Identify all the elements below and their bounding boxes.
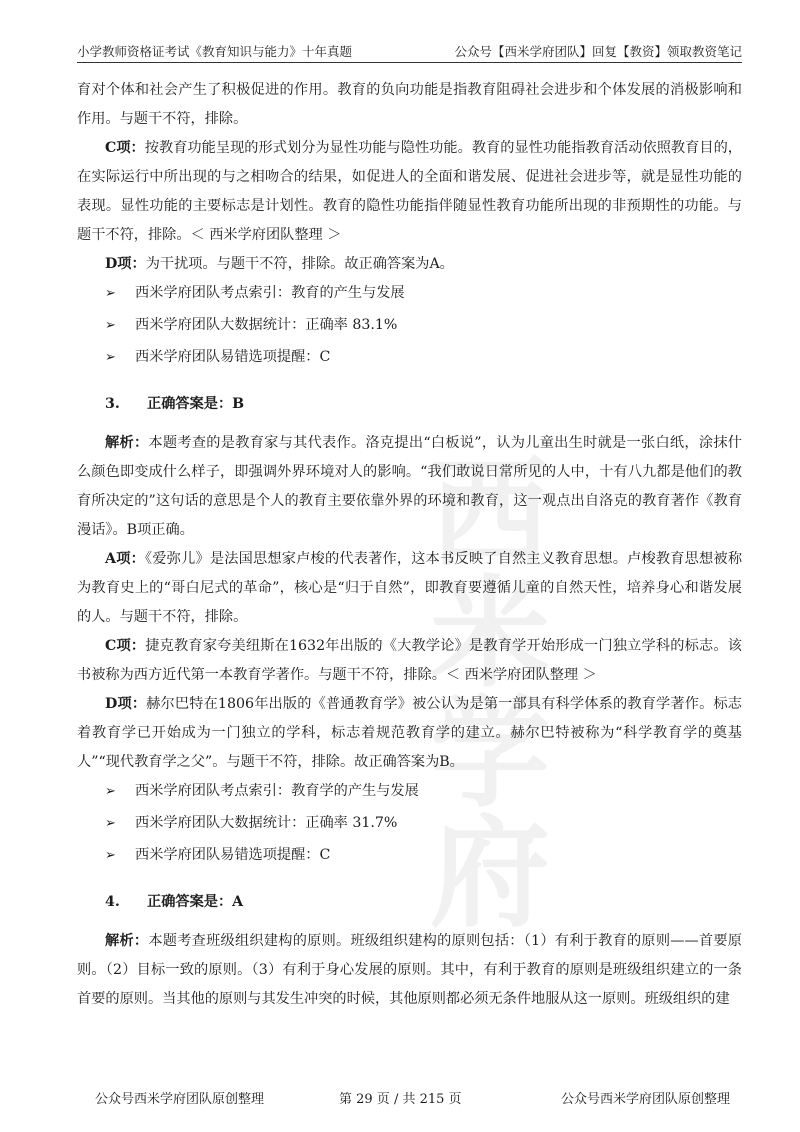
- header-title: 小学教师资格证考试《教育知识与能力》十年真题: [77, 44, 353, 59]
- page-content: [77, 76, 742, 1014]
- arrow-bullet-icon: ➢: [105, 350, 116, 365]
- page-header: [77, 40, 742, 63]
- option-d-analysis: D项：为干扰项。与题干不符，排除。故正确答案为A。: [105, 256, 454, 272]
- paragraph: 育对个体和社会产生了积极促进的作用。教育的负向功能是指教育阻碍社会进步和个体发展的消极影响和作用。与题干不符，排除。: [77, 82, 742, 127]
- arrow-bullet-icon: ➢: [105, 816, 116, 831]
- option-a-analysis: A项：《爱弥儿》是法国思想家卢梭的代表著作，这本书反映了自然主义教育思想。卢梭教育思想被称为教育史上的“哥白尼式的革命”，核心是“归于自然”，即教育要遵循儿童的自然天性，培养身心和谐发展的人。与题干不符，排除。: [77, 551, 743, 625]
- list-item: ➢ 西米学府团队易错选项提醒：C: [105, 841, 742, 870]
- option-label: D项：: [105, 696, 147, 712]
- question-answer-heading: 4. 正确答案是：A: [105, 894, 244, 910]
- option-label: A项：: [105, 551, 145, 567]
- page-footer: [77, 1088, 742, 1108]
- arrow-bullet-icon: ➢: [105, 784, 116, 799]
- analysis-label: 解析：: [105, 933, 149, 949]
- page-number: 第 29 页 / 共 215 页: [339, 1092, 462, 1107]
- option-label: C项：: [105, 140, 145, 156]
- list-item: ➢ 西米学府团队考点索引：教育学的产生与发展: [105, 777, 742, 806]
- option-c-analysis: C项：捷克教育家夸美纽斯在1632年出版的《大教学论》是教育学开始形成一门独立学科的标志。该书被称为西方近代第一本教育学著作。与题干不符，排除。＜ 西米学府团队整理 ＞: [77, 638, 742, 683]
- analysis-paragraph: 解析：本题考查的是教育家与其代表作。洛克提出“白板说”，认为儿童出生时就是一张白纸，涂抹什么颜色即变成什么样子，即强调外界环境对人的影响。“我们敢说日常所见的人中，十有八九都是他们的教育所决定的”这句话的意思是个人的教育主要依靠外界的环境和教育，这一观点出自洛克的教育著作《教育漫话》。B项正确。: [77, 435, 742, 538]
- list-item: ➢ 西米学府团队大数据统计：正确率 31.7%: [105, 809, 742, 838]
- arrow-bullet-icon: ➢: [105, 286, 116, 301]
- list-item: ➢ 西米学府团队大数据统计：正确率 83.1%: [105, 311, 742, 340]
- option-c-analysis: C项：按教育功能呈现的形式划分为显性功能与隐性功能。教育的显性功能指教育活动依照教育目的，在实际运行中所出现的与之相吻合的结果，如促进人的全面和谐发展、促进社会进步等，就是显性功能的表现。显性功能的主要标志是计划性。教育的隐性功能指伴随显性教育功能所出现的非预期性的功能。与题干不符，排除。＜ 西米学府团队整理 ＞: [77, 140, 742, 243]
- list-item: ➢ 西米学府团队易错选项提醒：C: [105, 343, 742, 372]
- footer-right: 公众号西米学府团队原创整理: [560, 1092, 730, 1107]
- arrow-bullet-icon: ➢: [105, 848, 116, 863]
- analysis-label: 解析：: [105, 435, 149, 451]
- arrow-bullet-icon: ➢: [105, 318, 116, 333]
- analysis-paragraph: 解析：本题考查班级组织建构的原则。班级组织建构的原则包括：（1）有利于教育的原则——首要原则。（2）目标一致的原则。（3）有利于身心发展的原则。其中，有利于教育的原则是班级组织建立的一条首要的原则。当其他的原则与其发生冲突的时候，其他原则都必须无条件地服从这一原则。班级组织的建: [77, 933, 742, 1007]
- option-d-analysis: D项：赫尔巴特在1806年出版的《普通教育学》被公认为是第一部具有科学体系的教育学著作。标志着教育学已开始成为一门独立的学科，标志着规范教育学的建立。赫尔巴特被称为“科学教育学的奠基人”“现代教育学之父”。与题干不符，排除。故正确答案为B。: [77, 696, 742, 770]
- question-answer-heading: 3. 正确答案是：B: [105, 396, 245, 412]
- option-label: D项：: [105, 256, 146, 272]
- footer-left: 公众号西米学府团队原创整理: [95, 1092, 265, 1107]
- option-label: C项：: [105, 638, 146, 654]
- list-item: ➢ 西米学府团队考点索引：教育的产生与发展: [105, 279, 742, 308]
- watermark-logo: 西米学府: [430, 445, 550, 944]
- header-promo: 公众号【西米学府团队】回复【教资】领取教资笔记: [454, 44, 742, 59]
